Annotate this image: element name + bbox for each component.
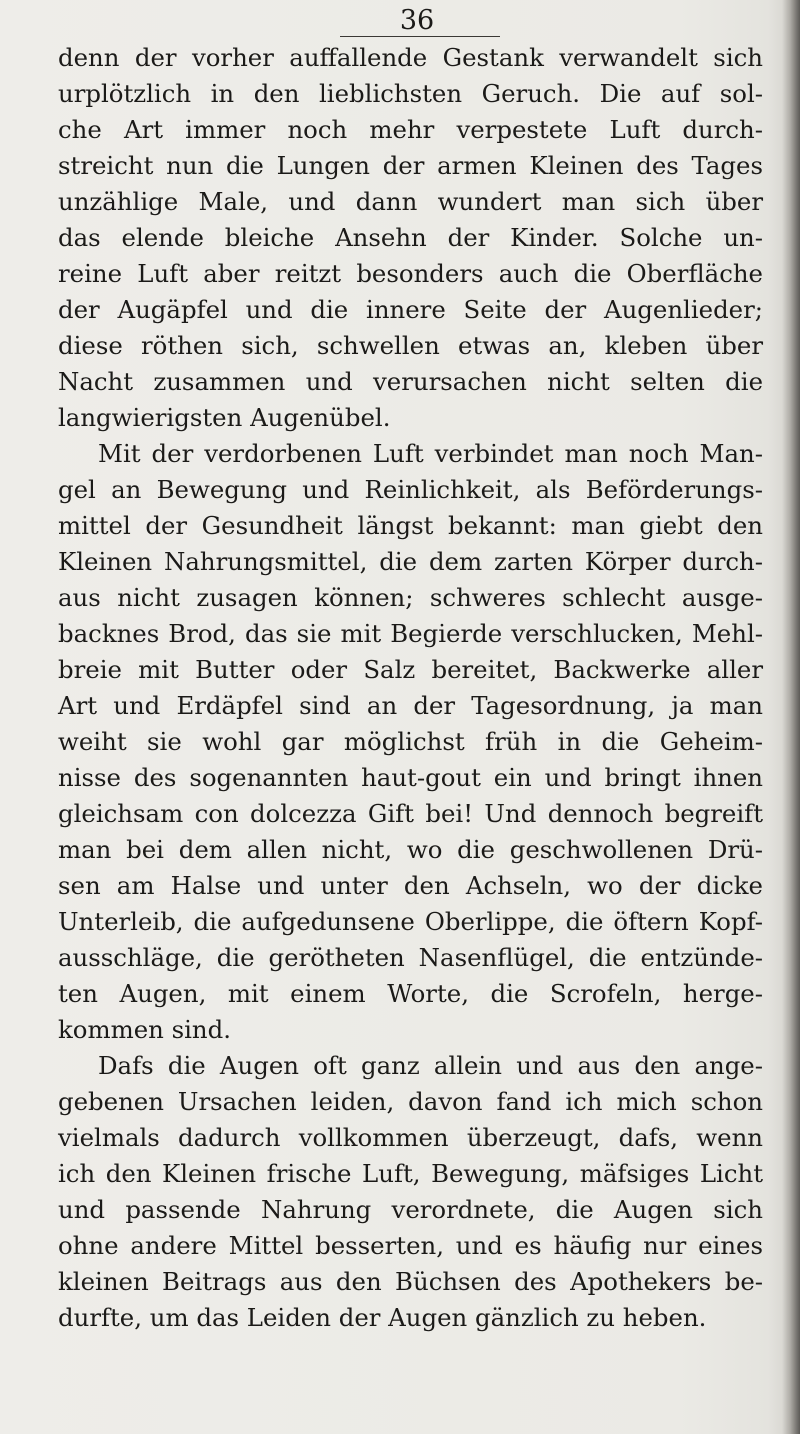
header-rule [340, 36, 500, 37]
text-line: und passende Nahrung verordnete, die Augen sich [58, 1195, 763, 1224]
text-line: gleichsam con dolcezza Gift bei! Und dennoch begreift [58, 799, 763, 828]
text-line: aus nicht zusagen können; schweres schlecht ausge- [58, 583, 763, 612]
paragraph [58, 436, 763, 1048]
text-line: reine Luft aber reitzt besonders auch die Oberfläche [58, 259, 763, 288]
text-line: Kleinen Nahrungsmittel, die dem zarten Körper durch- [58, 547, 763, 576]
text-line: Dafs die Augen oft ganz allein und aus den ange- [98, 1051, 763, 1080]
text-line: che Art immer noch mehr verpestete Luft durch- [58, 115, 763, 144]
text-line: Mit der verdorbenen Luft verbindet man noch Man- [98, 439, 763, 468]
text-line: das elende bleiche Ansehn der Kinder. Solche un- [58, 223, 763, 252]
text-line: mittel der Gesundheit längst bekannt: man giebt den [58, 511, 763, 540]
text-line: ten Augen, mit einem Worte, die Scrofeln, herge- [58, 979, 763, 1008]
text-line: ausschläge, die gerötheten Nasenflügel, die entzünde- [58, 943, 763, 972]
text-line: nisse des sogenannten haut-gout ein und bringt ihnen [58, 763, 763, 792]
text-line: gebenen Ursachen leiden, davon fand ich mich schon [58, 1087, 763, 1116]
text-line: streicht nun die Lungen der armen Kleinen des Tages [58, 151, 763, 180]
text-line: gel an Bewegung und Reinlichkeit, als Beförderungs- [58, 475, 763, 504]
text-line: diese röthen sich, schwellen etwas an, kleben über [58, 331, 763, 360]
text-line: urplötzlich in den lieblichsten Geruch. Die auf sol- [58, 79, 763, 108]
binding-shadow [782, 0, 800, 1434]
page-number: 36 [399, 5, 435, 36]
text-line: sen am Halse und unter den Achseln, wo der dicke [58, 871, 763, 900]
paragraph [58, 40, 763, 436]
text-line: ich den Kleinen frische Luft, Bewegung, mäfsiges Licht [58, 1159, 763, 1188]
text-line: kommen sind. [58, 1015, 232, 1044]
text-line: der Augäpfel und die innere Seite der Augenlieder; [58, 295, 763, 324]
text-line: durfte, um das Leiden der Augen gänzlich zu heben. [58, 1303, 707, 1332]
text-line: vielmals dadurch vollkommen überzeugt, dafs, wenn [58, 1123, 763, 1152]
text-line: Unterleib, die aufgedunsene Oberlippe, die öftern Kopf- [58, 907, 763, 936]
text-line: breie mit Butter oder Salz bereitet, Backwerke aller [58, 655, 763, 684]
text-line: weiht sie wohl gar möglichst früh in die Geheim- [58, 727, 763, 756]
text-line: Nacht zusammen und verursachen nicht selten die [58, 367, 763, 396]
text-line: ohne andere Mittel besserten, und es häufig nur eines [58, 1231, 763, 1260]
text-line: Art und Erdäpfel sind an der Tagesordnung, ja man [58, 691, 763, 720]
paragraph [58, 1048, 763, 1336]
text-line: denn der vorher auffallende Gestank verwandelt sich [58, 43, 763, 72]
text-line: man bei dem allen nicht, wo die geschwollenen Drü- [58, 835, 763, 864]
text-line: unzählige Male, und dann wundert man sich über [58, 187, 763, 216]
text-line: kleinen Beitrags aus den Büchsen des Apothekers be- [58, 1267, 763, 1296]
text-line: backnes Brod, das sie mit Begierde verschlucken, Mehl- [58, 619, 763, 648]
text-line: langwierigsten Augenübel. [58, 403, 391, 432]
body-text [58, 40, 763, 1336]
